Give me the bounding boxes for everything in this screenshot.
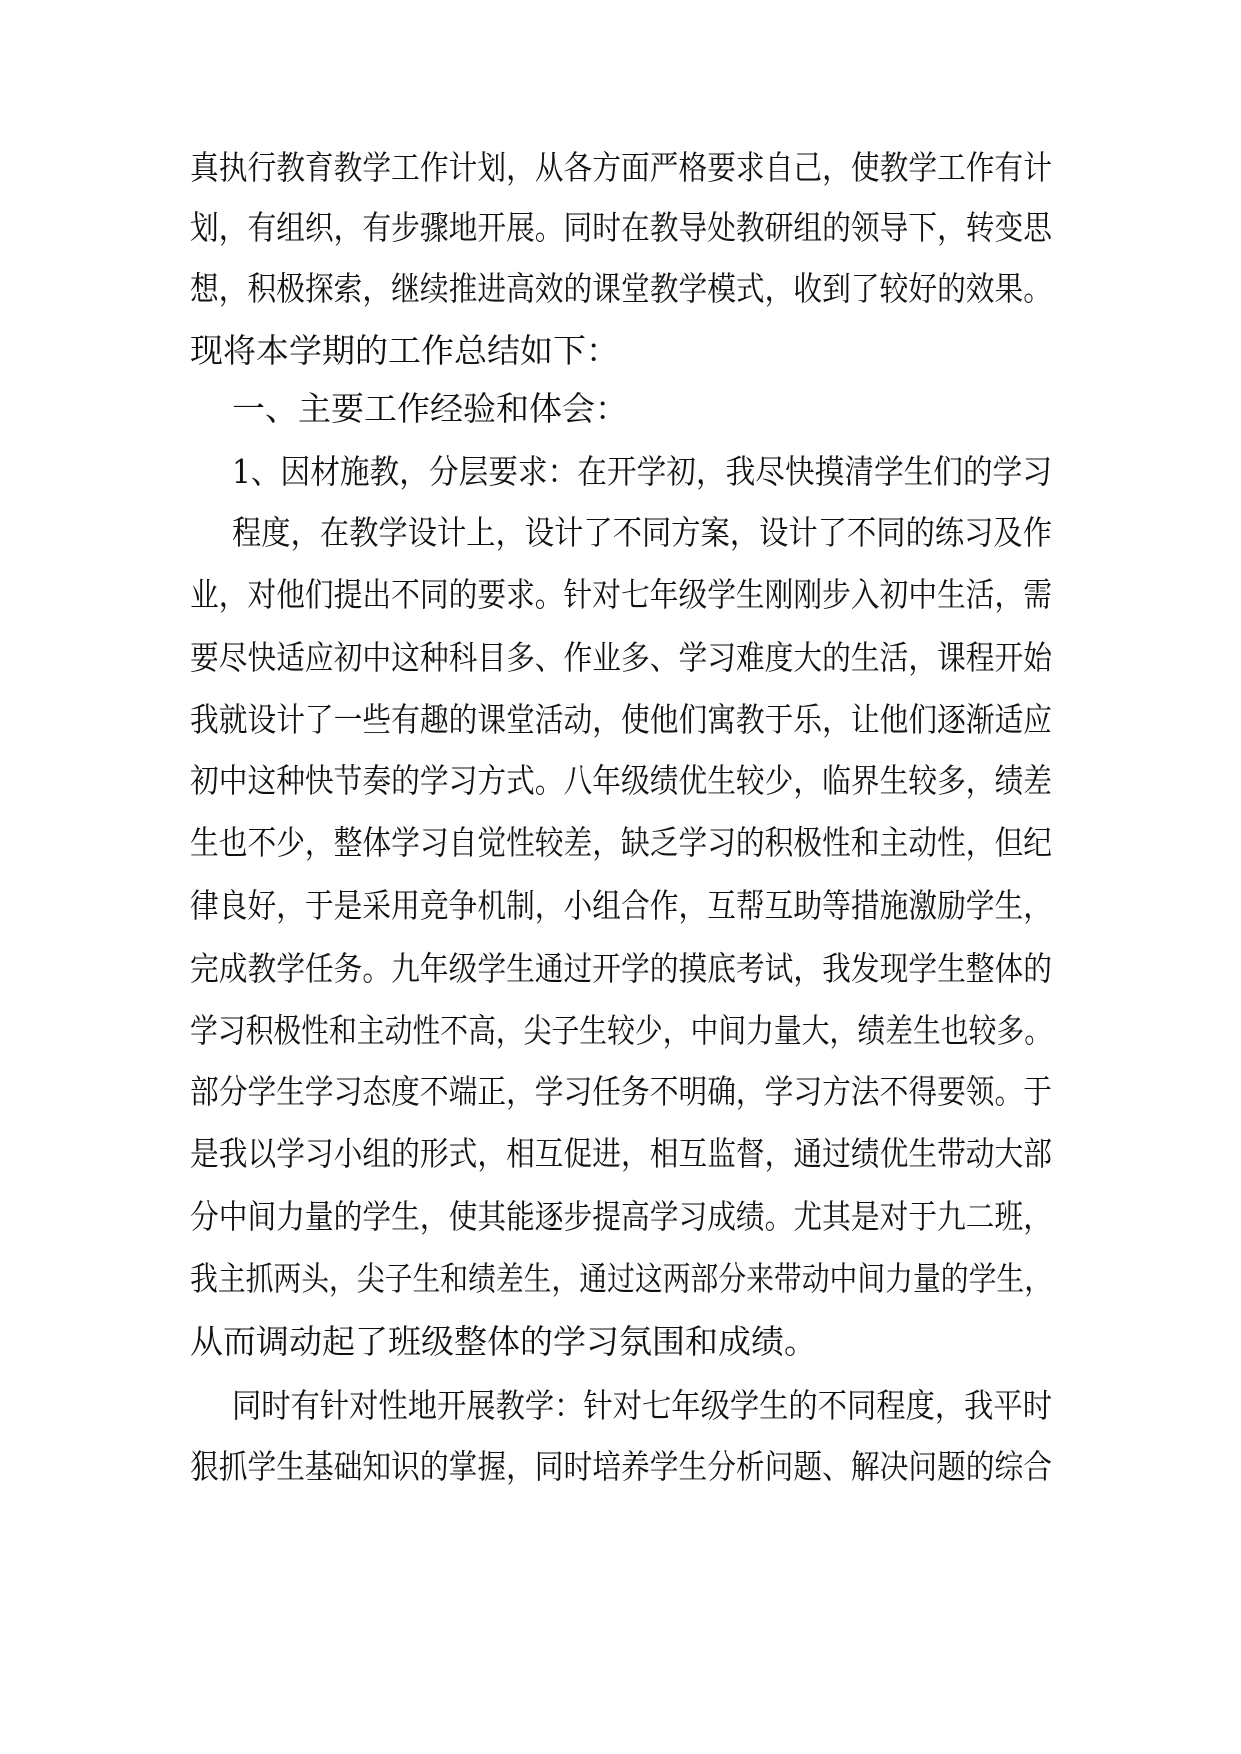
body-line-14: 完成教学任务。九年级学生通过开学的摸底考试，我发现学生整体的 — [190, 949, 1052, 988]
body-line-10: 我就设计了一些有趣的课堂活动，使他们寓教于乐，让他们逐渐适应 — [190, 700, 1052, 739]
body-line-17: 是我以学习小组的形式，相互促进，相互监督，通过绩优生带动大部 — [190, 1134, 1052, 1173]
body-line-15: 学习积极性和主动性不高，尖子生较少，中间力量大，绩差生也较多。 — [190, 1011, 1052, 1050]
body-line-22: 狠抓学生基础知识的掌握，同时培养学生分析问题、解决问题的综合 — [190, 1447, 1052, 1486]
body-line-3: 想，积极探索，继续推进高效的课堂教学模式，收到了较好的效果。 — [190, 269, 1052, 308]
body-line-7: 程度，在教学设计上，设计了不同方案，设计了不同的练习及作 — [232, 513, 1052, 552]
body-line-9: 要尽快适应初中这种科目多、作业多、学习难度大的生活，课程开始 — [190, 638, 1052, 677]
body-line-18: 分中间力量的学生，使其能逐步提高学习成绩。尤其是对于九二班， — [190, 1197, 1052, 1236]
body-line-12: 生也不少，整体学习自觉性较差，缺乏学习的积极性和主动性，但纪 — [190, 823, 1052, 862]
body-line-2: 划，有组织，有步骤地开展。同时在教导处教研组的领导下，转变思 — [190, 208, 1052, 247]
body-line-16: 部分学生学习态度不端正，学习任务不明确，学习方法不得要领。于 — [190, 1072, 1052, 1111]
body-line-1: 真执行教育教学工作计划，从各方面严格要求自己，使教学工作有计 — [190, 148, 1052, 187]
body-line-19: 我主抓两头，尖子生和绩差生，通过这两部分来带动中间力量的学生， — [190, 1259, 1052, 1298]
section-heading: 一、主要工作经验和体会： — [232, 389, 628, 428]
body-line-11: 初中这种快节奏的学习方式。八年级绩优生较少，临界生较多，绩差 — [190, 761, 1052, 800]
body-line-4: 现将本学期的工作总结如下： — [190, 331, 619, 370]
paragraph-start-line: 同时有针对性地开展教学：针对七年级学生的不同程度，我平时 — [232, 1386, 1052, 1425]
body-line-8: 业，对他们提出不同的要求。针对七年级学生刚刚步入初中生活，需 — [190, 575, 1052, 614]
body-line-20: 从而调动起了班级整体的学习氛围和成绩。 — [190, 1322, 817, 1361]
item-1-heading-line: 1、因材施教，分层要求：在开学初，我尽快摸清学生们的学习 — [232, 452, 1052, 491]
body-line-13: 律良好，于是采用竞争机制，小组合作，互帮互助等措施激励学生， — [190, 886, 1052, 925]
